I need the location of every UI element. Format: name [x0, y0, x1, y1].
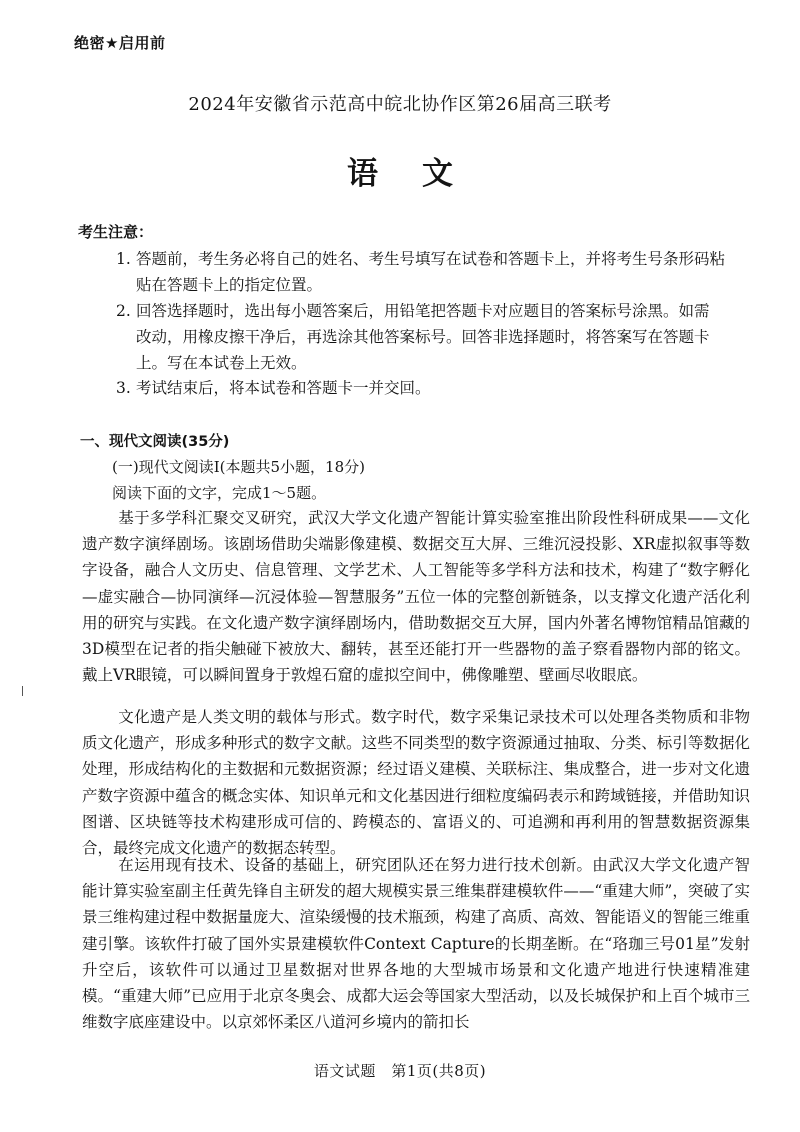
notice-item-number: 1.	[116, 250, 131, 268]
passage-paragraph-1	[82, 505, 750, 688]
notice-item-text: 贴在答题卡上的指定位置。	[136, 276, 323, 294]
notice-item-text: 改动，用橡皮擦干净后，再选涂其他答案标号。回答非选择题时，将答案写在答题卡	[136, 328, 710, 346]
notice-item-number: 3.	[116, 379, 131, 397]
exam-title: 2024年安徽省示范高中皖北协作区第26届高三联考	[188, 94, 612, 115]
reading-instruction: 阅读下面的文字，完成1～5题。	[112, 484, 327, 502]
notice-item-text: 上。写在本试卷上无效。	[136, 354, 307, 372]
paragraph-text: 在运用现有技术、设备的基础上，研究团队还在努力进行技术创新。由武汉大学文化遗产智能计算实验室副主任黄先锋自主研发的超大规模实景三维集群建模软件——“重建大师”，突破了实景三维构建过程中数据量庞大、渲染缓慢的技术瓶颈，构建了高质、高效、智能语义的智能三维重建引擎。该软件打破了国外实景建模软件Context Capture的长期垄断。在“珞珈三号01星”发射升空后，该软件可以通过卫星数据对世界各地的大型城市场景和文化遗产地进行快速精准建模。“重建大师”已应用于北京冬奥会、成都大运会等国家大型活动，以及长城保护和上百个城市三维数字底座建设中。以京郊怀柔区八道河乡境内的箭扣长	[82, 856, 750, 1032]
confidential-label: 绝密★启用前	[74, 34, 166, 52]
paragraph-text: 文化遗产是人类文明的载体与形式。数字时代，数字采集记录技术可以处理各类物质和非物质文化遗产，形成多种形式的数字文献。这些不同类型的数字资源通过抽取、分类、标引等数据化处理，形成结构化的主数据和元数据资源；经过语义建模、关联标注、集成整合，进一步对文化遗产数字资源中蕴含的概念实体、知识单元和文化基因进行细粒度编码表示和跨域链接，并借助知识图谱、区块链等技术构建形成可信的、跨模态的、富语义的、可追溯和再利用的智慧数据资源集合，最终完成文化遗产的数据态转型。	[82, 708, 750, 858]
passage-paragraph-3	[82, 852, 750, 1035]
notice-item-2	[116, 298, 740, 376]
section-heading: 一、现代文阅读(35分)	[80, 434, 230, 450]
notice-item-1	[116, 246, 740, 298]
notice-item-text: 答题前，考生务必将自己的姓名、考生号填写在试卷和答题卡上，并将考生号条形码粘	[136, 250, 726, 268]
subsection-heading: (一)现代文阅读Ⅰ(本题共5小题，18分)	[112, 458, 365, 476]
notice-item-3	[116, 375, 740, 401]
notice-item-text: 回答选择题时，选出每小题答案后，用铅笔把答题卡对应题目的答案标号涂黑。如需	[136, 302, 710, 320]
page-footer: 语文试题 第1页(共8页)	[313, 1062, 487, 1080]
paragraph-text: 基于多学科汇聚交叉研究，武汉大学文化遗产智能计算实验室推出阶段性科研成果——文化遗产数字演绎剧场。该剧场借助尖端影像建模、数据交互大屏、三维沉浸投影、XR虚拟叙事等数字设备，融合人文历史、信息管理、文学艺术、人工智能等多学科方法和技术，构建了“数字孵化—虚实融合—协同演绎—沉浸体验—智慧服务”五位一体的完整创新链条，以支撑文化遗产活化利用的研究与实践。在文化遗产数字演绎剧场内，借助数据交互大屏，国内外著名博物馆精品馆藏的3D模型在记者的指尖触碰下被放大、翻转，甚至还能打开一些器物的盖子察看器物内部的铭文。戴上VR眼镜，可以瞬间置身于敦煌石窟的虚拟空间中，佛像雕塑、壁画尽收眼底。	[82, 509, 750, 685]
passage-paragraph-2	[82, 704, 750, 861]
notice-heading: 考生注意：	[78, 223, 154, 241]
subject-title: 语文	[347, 156, 497, 192]
margin-mark	[22, 686, 23, 696]
notice-item-text: 考试结束后，将本试卷和答题卡一并交回。	[136, 379, 431, 397]
notice-item-number: 2.	[116, 302, 131, 320]
